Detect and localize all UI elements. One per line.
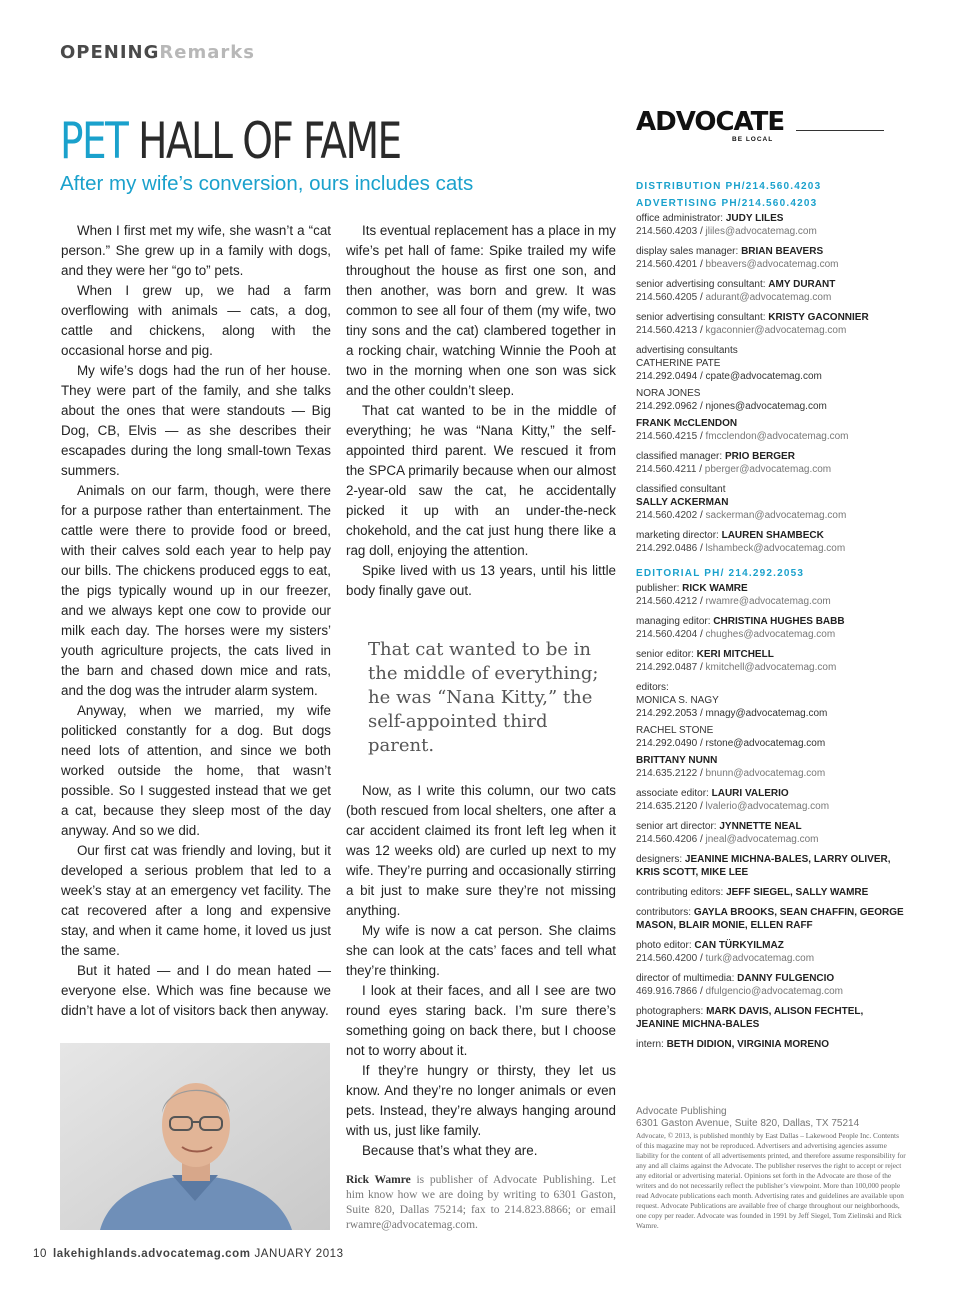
masthead-entry: director of multimedia: DANNY FULGENCIO 469.916.7866 / dfulgencio@advocatemag.com bbox=[636, 973, 843, 997]
masthead-entry: BRITTANY NUNN 214.635.2122 / bnunn@advocatemag.com bbox=[636, 755, 826, 779]
pull-quote: That cat wanted to be in the middle of everything; he was “Nana Kitty,” the self-appointed third parent. bbox=[368, 639, 599, 756]
paragraph: When I first met my wife, she wasn’t a “cat person.” She grew up in a family with dogs, and they were her “go to” pets. bbox=[61, 223, 331, 278]
headline-accent: PET bbox=[60, 112, 128, 170]
names: MARK DAVIS, ALISON FECHTEL, JEANINE MICHNA-BALES bbox=[636, 1006, 864, 1030]
phone: 214.560.4215 bbox=[636, 431, 698, 442]
classified-consultant-label: classified consultant bbox=[636, 484, 726, 495]
name: AMY DURANT bbox=[768, 279, 836, 290]
masthead-entry bbox=[636, 1005, 906, 1031]
name: BRITTANY NUNN bbox=[636, 755, 718, 766]
phone: 214.560.4202 bbox=[636, 510, 698, 521]
masthead-entry: FRANK McCLENDON 214.560.4215 / fmcclendon@advocatemag.com bbox=[636, 418, 849, 442]
email: sackerman@advocatemag.com bbox=[705, 510, 847, 521]
role: display sales manager: bbox=[636, 246, 742, 257]
phone: 214.560.4205 bbox=[636, 292, 698, 303]
email: cpate@advocatemag.com bbox=[705, 371, 822, 382]
email: jliles@advocatemag.com bbox=[705, 226, 817, 237]
role: office administrator: bbox=[636, 213, 726, 224]
phone: 214.560.4206 bbox=[636, 834, 698, 845]
paragraph: When I grew up, we had a farm overflowing with animals — cats, a dog, cattle and chickens, along with the occasional horse and pig. bbox=[61, 283, 331, 358]
name: SALLY ACKERMAN bbox=[636, 497, 729, 508]
email: kmitchell@advocatemag.com bbox=[705, 662, 837, 673]
name: JUDY LILES bbox=[725, 213, 784, 224]
masthead-entry: photo editor: CAN TÜRKYILMAZ 214.560.4200 / turk@advocatemag.com bbox=[636, 940, 815, 964]
paragraph: My wife is now a cat person. She claims she can look at the cats’ faces and tell what they’re thinking. bbox=[346, 923, 616, 978]
masthead-entry: senior editor: KERI MITCHELL 214.292.0487 / kmitchell@advocatemag.com bbox=[636, 649, 837, 673]
section-tag-light: Remarks bbox=[159, 42, 255, 63]
author-bio-text: is publisher of Advocate Publishing. Let him know how we are doing by writing to 6301 Gaston, Suite 820, Dallas 75214; fax to 214.823.8866; or email rwamre@advocatemag.com. bbox=[346, 1174, 616, 1231]
editors-label: editors: bbox=[636, 682, 669, 693]
masthead-entry: CATHERINE PATE 214.292.0494 / cpate@advocatemag.com bbox=[636, 358, 822, 382]
role: associate editor: bbox=[636, 788, 712, 799]
names: JEFF SIEGEL, SALLY WAMRE bbox=[726, 887, 869, 898]
email: lvalerio@advocatemag.com bbox=[705, 801, 830, 812]
phone: 214.560.4213 bbox=[636, 325, 698, 336]
email: rwamre@advocatemag.com bbox=[705, 596, 831, 607]
consultants-label: advertising consultants bbox=[636, 345, 738, 356]
masthead-entry: RACHEL STONE 214.292.0490 / rstone@advocatemag.com bbox=[636, 725, 826, 749]
masthead-entry: senior advertising consultant: AMY DURANT 214.560.4205 / adurant@advocatemag.com bbox=[636, 279, 836, 303]
paragraph: Spike lived with us 13 years, until his little body finally gave out. bbox=[346, 563, 616, 598]
masthead-entry: display sales manager: BRIAN BEAVERS 214.560.4201 / bbeavers@advocatemag.com bbox=[636, 246, 839, 270]
name: FRANK McCLENDON bbox=[636, 418, 738, 429]
masthead-entry: managing editor: CHRISTINA HUGHES BABB 214.560.4204 / chughes@advocatemag.com bbox=[636, 616, 845, 640]
phone: 214.560.4204 bbox=[636, 629, 698, 640]
phone: 214.292.0487 bbox=[636, 662, 698, 673]
publisher-block bbox=[636, 1106, 906, 1231]
email: mnagy@advocatemag.com bbox=[705, 708, 828, 719]
paragraph: Animals on our farm, though, were there for a purpose rather than entertainment. The cattle were there to provide food or breed, with their calves sold each year to help pay our bills. The chickens produced eggs to eat, the pigs typically wound up in our freezer, and we always kept one cow to provide our milk each day. The horses were my sisters’ youth agriculture projects, the cats lived in the barn and chased down mice and rats, and the dog was the intruder alarm system. bbox=[61, 483, 331, 698]
paragraph: My wife’s dogs had the run of her house. They were part of the family, and she talks about the ones that were standouts — Big Dog, CB, Elvis — as she describes their escapades during the long small-town Texas summers. bbox=[61, 363, 331, 478]
role: senior art director: bbox=[636, 821, 720, 832]
logo-wordmark: ADVOCATE bbox=[636, 107, 785, 137]
phone: 214.560.4212 bbox=[636, 596, 698, 607]
role: classified manager: bbox=[636, 451, 725, 462]
paragraph: That cat wanted to be in the middle of everything; he was “Nana Kitty,” the self-appointed third parent. We rescued it from the SPCA primarily because when our almost 2-year-old saw the cat, he accidentally picked it up with an under-the-neck chokehold, and the cat just hung there like a rag doll, enjoying the attention. bbox=[346, 403, 616, 558]
masthead-entry: publisher: RICK WAMRE 214.560.4212 / rwamre@advocatemag.com bbox=[636, 583, 831, 607]
paragraph: I look at their faces, and all I see are two round eyes staring back. I’m sure there’s something going on back there, but I choose not to worry about it. bbox=[346, 983, 616, 1058]
email: rstone@advocatemag.com bbox=[705, 738, 826, 749]
email: njones@advocatemag.com bbox=[705, 401, 827, 412]
masthead-entry bbox=[636, 886, 906, 899]
masthead-entry: office administrator: JUDY LILES 214.560.4203 / jliles@advocatemag.com bbox=[636, 213, 817, 237]
masthead-entry: senior advertising consultant: KRISTY GACONNIER 214.560.4213 / kgaconnier@advocatemag.com bbox=[636, 312, 869, 336]
paragraph: If they’re hungry or thirsty, they let us know. And they’re no longer animals or even pets. Instead, they’re always hanging around with us, just like family. bbox=[346, 1063, 616, 1138]
section-tag bbox=[60, 42, 255, 63]
email: bnunn@advocatemag.com bbox=[705, 768, 826, 779]
name: LAUREN SHAMBECK bbox=[721, 530, 824, 541]
advocate-logo bbox=[636, 108, 896, 144]
role: director of multimedia: bbox=[636, 973, 738, 984]
paragraph: Anyway, when we married, my wife politicked constantly for a dog. But dogs need lots of attention, and since we both worked outside the home, that wasn’t possible. So I suggested instead that we get a cat, because they sleep most of the day anyway. And so we did. bbox=[61, 703, 331, 838]
publisher-address: 6301 Gaston Avenue, Suite 820, Dallas, TX 75214 bbox=[636, 1118, 860, 1129]
author-name: Rick Wamre bbox=[346, 1174, 411, 1186]
role: contributing editors: bbox=[636, 887, 727, 898]
role: senior advertising consultant: bbox=[636, 279, 769, 290]
paragraph: Because that’s what they are. bbox=[362, 1143, 538, 1158]
name: BRIAN BEAVERS bbox=[741, 246, 824, 257]
email: kgaconnier@advocatemag.com bbox=[705, 325, 847, 336]
advertising-heading: ADVERTISING PH/214.560.4203 bbox=[636, 198, 818, 209]
phone: 214.292.0490 bbox=[636, 738, 698, 749]
masthead-entry: senior art director: JYNNETTE NEAL 214.560.4206 / jneal@advocatemag.com bbox=[636, 821, 819, 845]
role: photographers: bbox=[636, 1006, 707, 1017]
email: pberger@advocatemag.com bbox=[704, 464, 832, 475]
headline bbox=[60, 112, 401, 170]
page-folio bbox=[33, 1248, 344, 1260]
phone: 214.292.0486 bbox=[636, 543, 698, 554]
author-bio bbox=[346, 1173, 616, 1233]
email: fmcclendon@advocatemag.com bbox=[705, 431, 849, 442]
email: adurant@advocatemag.com bbox=[705, 292, 832, 303]
role: senior advertising consultant: bbox=[636, 312, 769, 323]
site-url: lakehighlands.advocatemag.com bbox=[53, 1248, 251, 1260]
email: jneal@advocatemag.com bbox=[705, 834, 819, 845]
email: turk@advocatemag.com bbox=[705, 953, 815, 964]
name: PRIO BERGER bbox=[724, 451, 795, 462]
article-column-1 bbox=[61, 221, 331, 1021]
name: MONICA S. NAGY bbox=[636, 695, 719, 706]
phone: 214.292.2053 bbox=[636, 708, 698, 719]
role: managing editor: bbox=[636, 616, 714, 627]
logo-tagline: BE LOCAL bbox=[732, 136, 774, 143]
distribution-heading: DISTRIBUTION PH/214.560.4203 bbox=[636, 181, 822, 192]
article-column-2-continued bbox=[346, 781, 616, 1161]
masthead-entry: NORA JONES 214.292.0962 / njones@advocatemag.com bbox=[636, 388, 827, 412]
masthead-entry bbox=[636, 853, 906, 879]
role: senior editor: bbox=[636, 649, 697, 660]
masthead bbox=[636, 178, 906, 1058]
role: photo editor: bbox=[636, 940, 695, 951]
section-tag-bold: OPENING bbox=[60, 42, 160, 63]
paragraph: Now, as I write this column, our two cats (both rescued from local shelters, one after a car accident claimed its front left leg when it was 12 weeks old) are curled up next to my wife. They’re purring and occasionally stirring a bit just to make sure they’re not missing anything. bbox=[346, 783, 616, 918]
name: JYNNETTE NEAL bbox=[719, 821, 802, 832]
headline-rest: HALL OF FAME bbox=[127, 112, 401, 170]
editorial-heading: EDITORIAL PH/ 214.292.2053 bbox=[636, 568, 805, 579]
issue-date: JANUARY 2013 bbox=[254, 1248, 344, 1260]
name: KRISTY GACONNIER bbox=[768, 312, 869, 323]
names: GAYLA BROOKS, SEAN CHAFFIN, GEORGE MASON, BLAIR MONIE, ELLEN RAFF bbox=[636, 907, 904, 931]
legal-notice: Advocate, © 2013, is published monthly by East Dallas – Lakewood People Inc. Contents of this magazine may not be reproduced. Advertisers and advertising agencies assume liability for the content of all advertisements printed, and therefore assume responsibility for any and all claims against the Advocate. The publisher reserves the right to accept or reject any editorial or advertising material. Opinions set forth in the Advocate are those of the writers and do not necessarily reflect the publisher’s viewpoint. More than 100,000 people read Advocate publications each month. Advertising rates and guidelines are available upon request. Advocate Publications are available free of charge throughout our neighborhoods, one copy per reader. Advocate was founded in 1991 by Jeff Siegel, Tom Zielinski and Rick Wamre. bbox=[636, 1131, 906, 1230]
name: CATHERINE PATE bbox=[636, 358, 721, 369]
masthead-entry: SALLY ACKERMAN 214.560.4202 / sackerman@advocatemag.com bbox=[636, 497, 847, 521]
role: intern: bbox=[636, 1039, 667, 1050]
name: CHRISTINA HUGHES BABB bbox=[713, 616, 845, 627]
role: marketing director: bbox=[636, 530, 722, 541]
phone: 214.292.0494 bbox=[636, 371, 698, 382]
phone: 214.635.2122 bbox=[636, 768, 698, 779]
phone: 214.560.4203 bbox=[636, 226, 698, 237]
email: bbeavers@advocatemag.com bbox=[705, 259, 839, 270]
role: publisher: bbox=[636, 583, 683, 594]
email: lshambeck@advocatemag.com bbox=[705, 543, 846, 554]
paragraph: Its eventual replacement has a place in my wife’s pet hall of fame: Spike trailed my wife throughout the house as first one son, and then another, was born and grew. It was common to see all four of them (my wife, two tiny sons and the cat) clambered together in a rocking chair, watching Winnie the Pooh at two in the morning when one son was sick and the other couldn’t sleep. bbox=[346, 223, 616, 398]
masthead-entry bbox=[636, 906, 906, 932]
article-column-2 bbox=[346, 221, 616, 601]
role: designers: bbox=[636, 854, 685, 865]
masthead-entry bbox=[636, 1038, 906, 1051]
masthead-entry: classified manager: PRIO BERGER 214.560.4211 / pberger@advocatemag.com bbox=[636, 451, 832, 475]
masthead-entry: marketing director: LAUREN SHAMBECK 214.292.0486 / lshambeck@advocatemag.com bbox=[636, 530, 846, 554]
phone: 214.560.4211 bbox=[636, 464, 697, 475]
name: KERI MITCHELL bbox=[696, 649, 774, 660]
names: JEANINE MICHNA-BALES, LARRY OLIVER, KRIS SCOTT, MIKE LEE bbox=[636, 854, 891, 878]
name: RACHEL STONE bbox=[636, 725, 714, 736]
paragraph: But it hated — and I do mean hated — everyone else. Which was fine because we didn’t have a lot of visitors back then anyway. bbox=[61, 963, 331, 1018]
author-portrait-illustration bbox=[60, 1043, 330, 1230]
email: dfulgencio@advocatemag.com bbox=[705, 986, 843, 997]
subhead: After my wife’s conversion, ours includes cats bbox=[60, 172, 474, 195]
name: CAN TÜRKYILMAZ bbox=[694, 940, 784, 951]
name: NORA JONES bbox=[636, 388, 701, 399]
masthead-entry: MONICA S. NAGY 214.292.2053 / mnagy@advocatemag.com bbox=[636, 695, 828, 719]
names: BETH DIDION, VIRGINIA MORENO bbox=[666, 1039, 829, 1050]
logo-rule bbox=[796, 130, 884, 131]
author-photo bbox=[60, 1043, 330, 1230]
phone: 214.560.4201 bbox=[636, 259, 698, 270]
email: chughes@advocatemag.com bbox=[705, 629, 836, 640]
phone: 214.560.4200 bbox=[636, 953, 698, 964]
name: LAURI VALERIO bbox=[711, 788, 789, 799]
name: DANNY FULGENCIO bbox=[737, 973, 835, 984]
role: contributors: bbox=[636, 907, 694, 918]
phone: 214.635.2120 bbox=[636, 801, 698, 812]
masthead-entry: associate editor: LAURI VALERIO 214.635.2120 / lvalerio@advocatemag.com bbox=[636, 788, 830, 812]
page-number: 10 bbox=[33, 1248, 47, 1260]
name: RICK WAMRE bbox=[682, 583, 748, 594]
publisher-name: Advocate Publishing bbox=[636, 1106, 727, 1117]
paragraph: Our first cat was friendly and loving, but it developed a serious problem that led to a week’s stay at an emergency vet facility. The cat recovered after a long and expensive stay, and when it came home, it loved us just the same. bbox=[61, 843, 331, 958]
phone: 214.292.0962 bbox=[636, 401, 698, 412]
phone: 469.916.7866 bbox=[636, 986, 698, 997]
